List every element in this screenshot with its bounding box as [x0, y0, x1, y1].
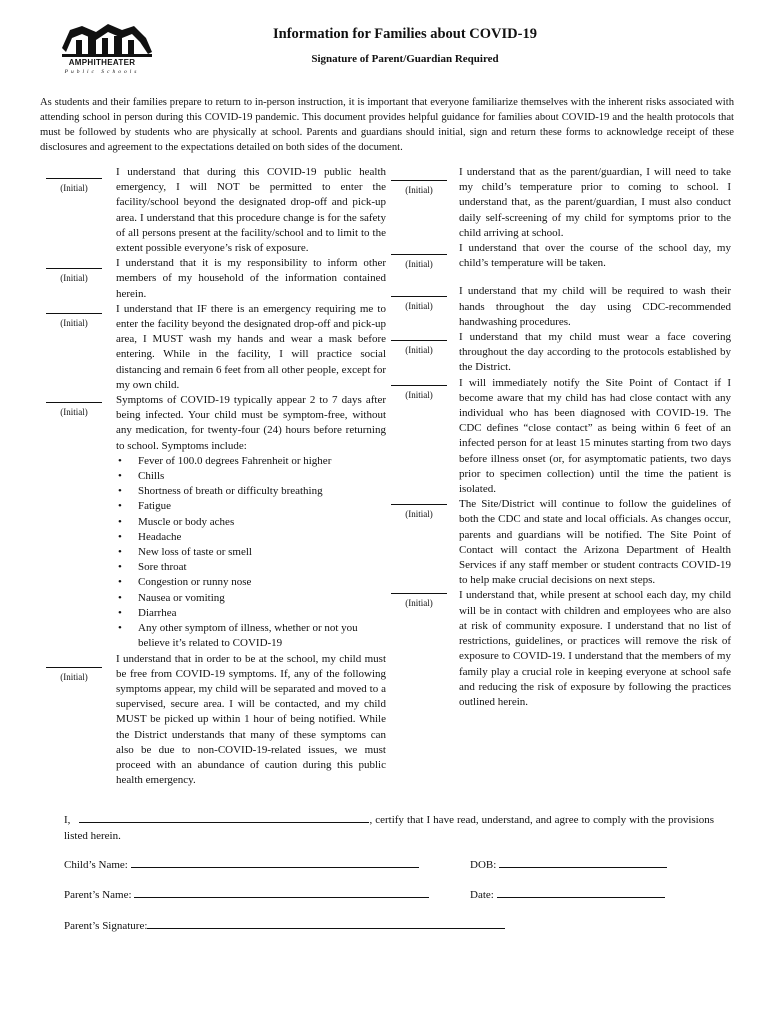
symptom-item: • Fatigue: [116, 499, 386, 514]
statement-exposure-risk: I understand that, while present at school each day, my child will be in contact with children and employees who are also at risk of community exposure. I understand that no list of restrictions, guidelines, or practices will remove the risk of exposure to COVID-19. I understand that the members of my family play a crucial role in keeping everyone at school safe and reducing the risk of exposure by following the practices outlined herein.: [459, 589, 731, 708]
initial-line: [391, 385, 447, 386]
statement-emergency-entry: I understand that IF there is an emergency requiring me to enter the facility beyond the designated drop-off and pick-up area, I MUST wash my hands and wear a mask before entering. While in the facility, I will practice social distancing and remain 6 feet from all other people, except for my own child.: [116, 302, 386, 391]
dob-label: DOB:: [470, 859, 497, 871]
initial-field-right-3[interactable]: [391, 296, 447, 311]
symptom-item: • Congestion or runny nose: [116, 575, 386, 590]
initial-label: (Initial): [405, 301, 433, 311]
certification-statement: [64, 812, 714, 844]
initial-line: [46, 178, 102, 179]
symptom-item: • Sore throat: [116, 560, 386, 575]
symptom-item: • Fever of 100.0 degrees Fahrenheit or higher: [116, 454, 386, 469]
symptom-item: • Chills: [116, 469, 386, 484]
parent-signature-field[interactable]: [147, 918, 505, 929]
statement-dropoff: I understand that during this COVID-19 public health emergency, I will NOT be permitted to enter the facility/school beyond the designated drop-off and pick-up area. I understand that this procedure change is for the safety of all persons present at the facility/school and to limit to the extent possible everyone’s risk of exposure.: [116, 166, 386, 255]
initial-line: [391, 180, 447, 181]
initial-line: [46, 313, 102, 314]
initial-field-right-2[interactable]: [391, 254, 447, 269]
initial-field-right-6[interactable]: [391, 504, 447, 519]
initial-label: (Initial): [405, 185, 433, 195]
symptom-item: • New loss of taste or smell: [116, 545, 386, 560]
initial-label: (Initial): [405, 345, 433, 355]
certify-name-field[interactable]: [79, 812, 369, 823]
left-column: [116, 165, 386, 788]
right-column: [459, 165, 731, 710]
initial-label: (Initial): [405, 390, 433, 400]
symptom-item: • Muscle or body aches: [116, 515, 386, 530]
initial-line: [46, 667, 102, 668]
parent-name-row: [64, 887, 429, 901]
date-row: [470, 887, 665, 901]
dob-field[interactable]: [499, 857, 667, 868]
initial-label: (Initial): [60, 273, 88, 283]
certify-text: , certify that I have read, understand, and agree to comply with the provisions listed herein.: [64, 814, 714, 842]
symptom-item: • Any other symptom of illness, whether or not you believe it’s related to COVID-19: [116, 621, 386, 651]
initial-label: (Initial): [405, 598, 433, 608]
logo-subtitle: Public Schools: [64, 69, 140, 75]
certify-prefix: I,: [64, 814, 71, 826]
initial-label: (Initial): [60, 183, 88, 193]
initial-field-right-1[interactable]: [391, 180, 447, 195]
logo-wordmark: AMPHITHEATER: [68, 58, 136, 67]
initial-line: [391, 504, 447, 505]
initial-line: [391, 340, 447, 341]
dob-row: [470, 857, 667, 871]
initial-field-right-4[interactable]: [391, 340, 447, 355]
page-title: Information for Families about COVID-19: [273, 26, 537, 42]
initial-field-left-4[interactable]: [46, 402, 102, 417]
initial-field-left-2[interactable]: [46, 268, 102, 283]
initial-label: (Initial): [60, 318, 88, 328]
initial-line: [46, 402, 102, 403]
child-name-field[interactable]: [131, 857, 419, 868]
statement-inform-household: I understand that it is my responsibility to inform other members of my household of the information contained herein.: [116, 257, 386, 300]
initial-line: [391, 296, 447, 297]
initial-line: [391, 593, 447, 594]
initial-label: (Initial): [60, 407, 88, 417]
statement-close-contact: I will immediately notify the Site Point of Contact if I become aware that my child has had close contact with any individual who has been diagnosed with COVID-19. The CDC defines “close contact” as being within 6 feet of an infected person for at least 15 minutes starting from two days before illness onset (or, for asymptomatic patients, two days prior to specimen collection) until the time the patient is isolated.: [459, 376, 731, 496]
symptom-item: • Diarrhea: [116, 606, 386, 621]
initial-line: [46, 268, 102, 269]
date-field[interactable]: [497, 887, 665, 898]
initial-line: [391, 254, 447, 255]
parent-signature-row: [64, 918, 505, 932]
initial-field-left-3[interactable]: [46, 313, 102, 328]
initial-field-left-1[interactable]: [46, 178, 102, 193]
symptom-list: [116, 454, 386, 652]
statement-face-covering: I understand that my child must wear a face covering throughout the day according to the protocols established by the District.: [459, 331, 731, 374]
parent-signature-label: Parent’s Signature:: [64, 920, 148, 932]
statement-symptoms: Symptoms of COVID-19 typically appear 2 to 7 days after being infected. Your child must be symptom-free, without any medication, for twenty-four (24) hours before returning to school. Symptoms include:: [116, 394, 386, 452]
initial-field-right-7[interactable]: [391, 593, 447, 608]
page-subtitle: Signature of Parent/Guardian Required: [311, 53, 499, 65]
statement-handwashing: I understand that my child will be required to wash their hands throughout the day using CDC-recommended handwashing procedures.: [459, 285, 731, 328]
initial-label: (Initial): [405, 259, 433, 269]
symptom-item: • Shortness of breath or difficulty breathing: [116, 484, 386, 499]
initial-label: (Initial): [405, 509, 433, 519]
child-name-label: Child’s Name:: [64, 859, 128, 871]
statement-temperature-home: I understand that as the parent/guardian, I will need to take my child’s temperature prior to coming to school. I understand that, as the parent/guardian, I must also conduct daily self-screening of my child for symptoms prior to the child arriving at school.: [459, 166, 731, 239]
statement-guidelines: The Site/District will continue to follow the guidelines of both the CDC and state and local officials. As changes occur, parents and guardians will be notified. The Site Point of Contact will contact the Arizona Department of Health Services if any staff member or student contracts COVID-19 to help make crucial decisions on next steps.: [459, 498, 731, 587]
initial-label: (Initial): [60, 672, 88, 682]
parent-name-field[interactable]: [134, 887, 429, 898]
child-name-row: [64, 857, 419, 871]
statement-symptom-free: I understand that in order to be at the school, my child must be free from COVID-19 symptoms. If, any of the following symptoms appear, my child will be separated and moved to a supervised, secure area. I will be contacted, and my child MUST be picked up within 1 hour of being notified. While the District understands that many of these symptoms can also be due to non-COVID-19-related issues, we must proceed with an abundance of caution during this public health emergency.: [116, 652, 386, 787]
symptom-item: • Nausea or vomiting: [116, 591, 386, 606]
statement-temperature-school: I understand that over the course of the school day, my child’s temperature will be taken.: [459, 242, 731, 270]
parent-name-label: Parent’s Name:: [64, 889, 132, 901]
initial-field-right-5[interactable]: [391, 385, 447, 400]
symptom-item: • Headache: [116, 530, 386, 545]
intro-paragraph: As students and their families prepare to return to in-person instruction, it is important that everyone familiarize themselves with the inherent risks associated with attending school in person during this COVID-19 pandemic. This document provides helpful guidance for families about COVID-19 and the health protocols that must be followed by students who are physically at school. Parents and guardians should initial, sign and return these forms to acknowledge receipt of these disclosures and agreement to the expectations detailed on both sides of the document.: [40, 97, 734, 153]
initial-field-left-5[interactable]: [46, 667, 102, 682]
date-label: Date:: [470, 889, 494, 901]
